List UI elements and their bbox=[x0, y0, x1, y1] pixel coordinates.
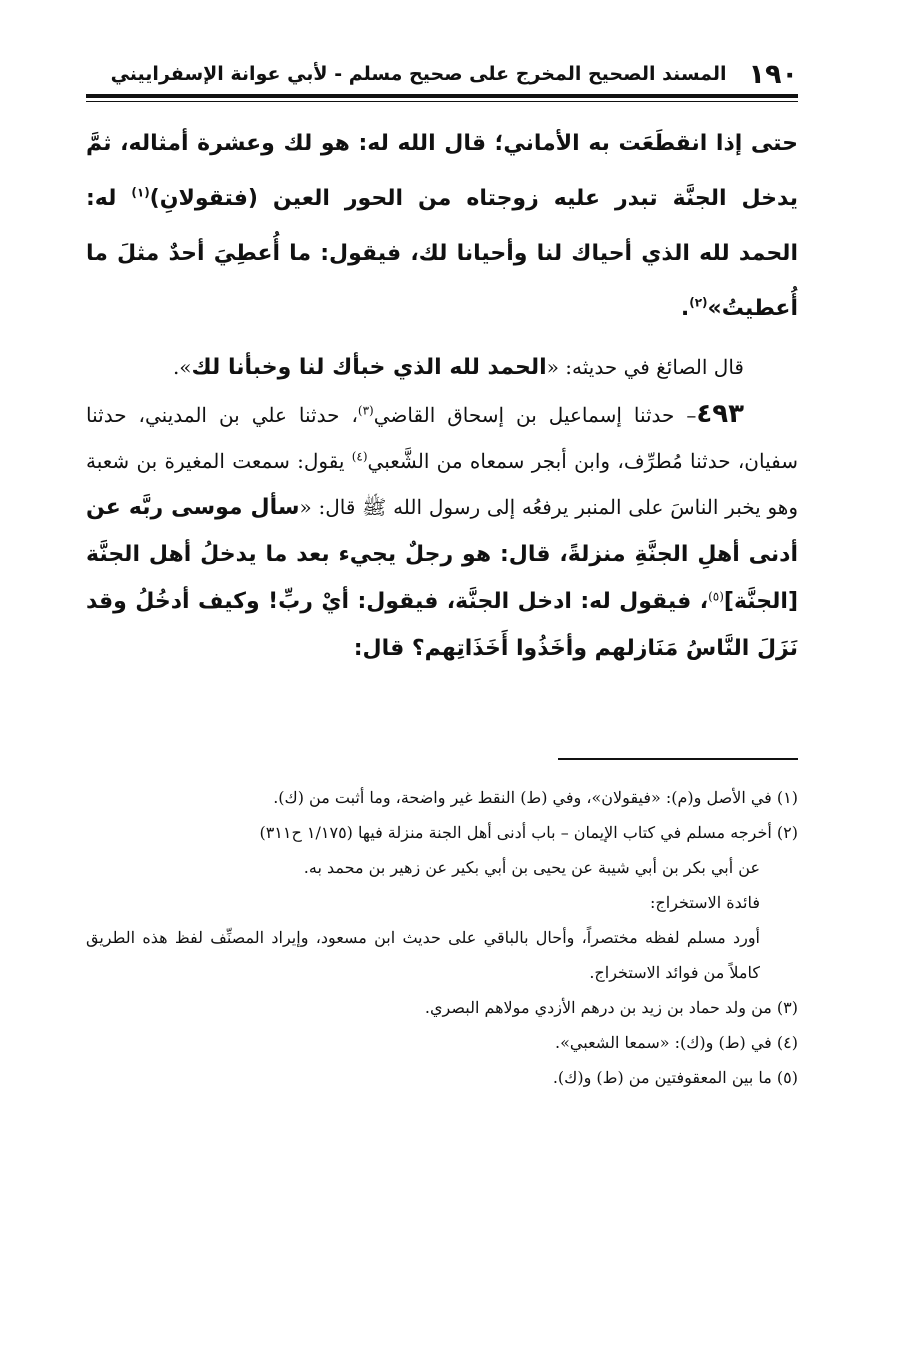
main-text bbox=[86, 116, 798, 672]
paragraph-hadith-493 bbox=[86, 391, 798, 672]
hadith-number: ٤٩٣ bbox=[696, 399, 744, 429]
text-run: قال الصائغ في حديثه: « bbox=[546, 355, 744, 379]
footnote-2-benefit-text: أورد مسلم لفظه مختصراً، وأحال بالباقي على حديث ابن مسعود، وإيراد المصنِّف لفظ هذه الطريق كاملاً من فوائد الاستخراج. bbox=[86, 928, 760, 982]
footnote-ref-1: (١) bbox=[131, 185, 150, 200]
page-number: ١٩٠ bbox=[748, 58, 798, 90]
footnote-2: (٢) أخرجه مسلم في كتاب الإيمان – باب أدنى أهل الجنة منزلة فيها (١/١٧٥ ح٣١١) bbox=[259, 823, 798, 842]
header-rule-thin bbox=[86, 101, 798, 102]
footnote-ref-2: (٢) bbox=[689, 295, 708, 310]
footnote-ref-3: (٣) bbox=[357, 403, 374, 418]
footnote-2-benefit-heading: فائدة الاستخراج: bbox=[650, 893, 760, 912]
footnote-ref-4: (٤) bbox=[351, 449, 368, 464]
running-title: المسند الصحيح المخرج على صحيح مسلم - لأبي عوانة الإسفراييني bbox=[110, 63, 727, 85]
text-run: يقول: سمعت المغيرة بن شعبة وهو يخبر الناسَ على المنبر يرفعُه إلى رسول الله ﷺ قال: « bbox=[86, 449, 798, 519]
text-run: ». bbox=[172, 355, 192, 379]
paragraph-hadith-continuation bbox=[86, 116, 798, 336]
footnote-1: (١) في الأصل و(م): «فيقولان»، وفي (ط) النقط غير واضحة، وما أثبت من (ك). bbox=[273, 788, 798, 807]
header-rule-thick bbox=[86, 94, 798, 98]
bold-quote: الحمد لله الذي خبأك لنا وخبأنا لك bbox=[191, 355, 547, 380]
footnotes bbox=[86, 780, 798, 1095]
text-run: له: الحمد لله الذي أحياك لنا وأحيانا لك، فيقول: ما أُعطِيَ أحدٌ مثلَ ما أُعطيتُ» bbox=[86, 186, 798, 321]
footnote-separator bbox=[558, 758, 798, 760]
bold-hadith-text: ، فيقول له: ادخل الجنَّة، فيقول: أيْ ربِّ! وكيف أدخُلُ وقد نَزَلَ النَّاسُ مَنَازلهم وأخَذُوا أَخَذَاتِهم؟ قال: bbox=[86, 589, 798, 661]
text-run: . bbox=[680, 296, 690, 321]
footnote-ref-5: (٥) bbox=[708, 589, 724, 604]
footnote-3: (٣) من ولد حماد بن زيد بن درهم الأزدي مولاهم البصري. bbox=[424, 998, 798, 1017]
text-run: – حدثنا إسماعيل بن إسحاق القاضي bbox=[373, 403, 697, 427]
footnote-4: (٤) في (ط) و(ك): «سمعا الشعبي». bbox=[555, 1033, 798, 1052]
footnote-5: (٥) ما بين المعقوفتين من (ط) و(ك). bbox=[552, 1068, 798, 1087]
text-run: ، حدثنا علي بن المديني، حدثنا سفيان، حدثنا مُطرِّف، وابن أبجر سمعاه من الشَّعبي bbox=[86, 403, 798, 473]
footnote-2-continuation: عن أبي بكر بن أبي شيبة عن يحيى بن أبي بكير عن زهير بن محمد به. bbox=[303, 858, 760, 877]
bold-hadith-text: سأل موسى ربَّه عن أدنى أهلِ الجنَّةِ منزلةً، قال: هو رجلٌ يجيء بعد ما يدخلُ أهل الجنَّة [الجنَّة] bbox=[86, 495, 798, 614]
page-header bbox=[86, 56, 798, 92]
text-run: حتى إذا انقطَعَت به الأماني؛ قال الله له: هو لك وعشرة أمثاله، ثمَّ يدخل الجنَّة تبدر عليه زوجتاه من الحور العين (فتقولانِ) bbox=[86, 131, 798, 211]
paragraph-narrator-note bbox=[86, 344, 798, 391]
